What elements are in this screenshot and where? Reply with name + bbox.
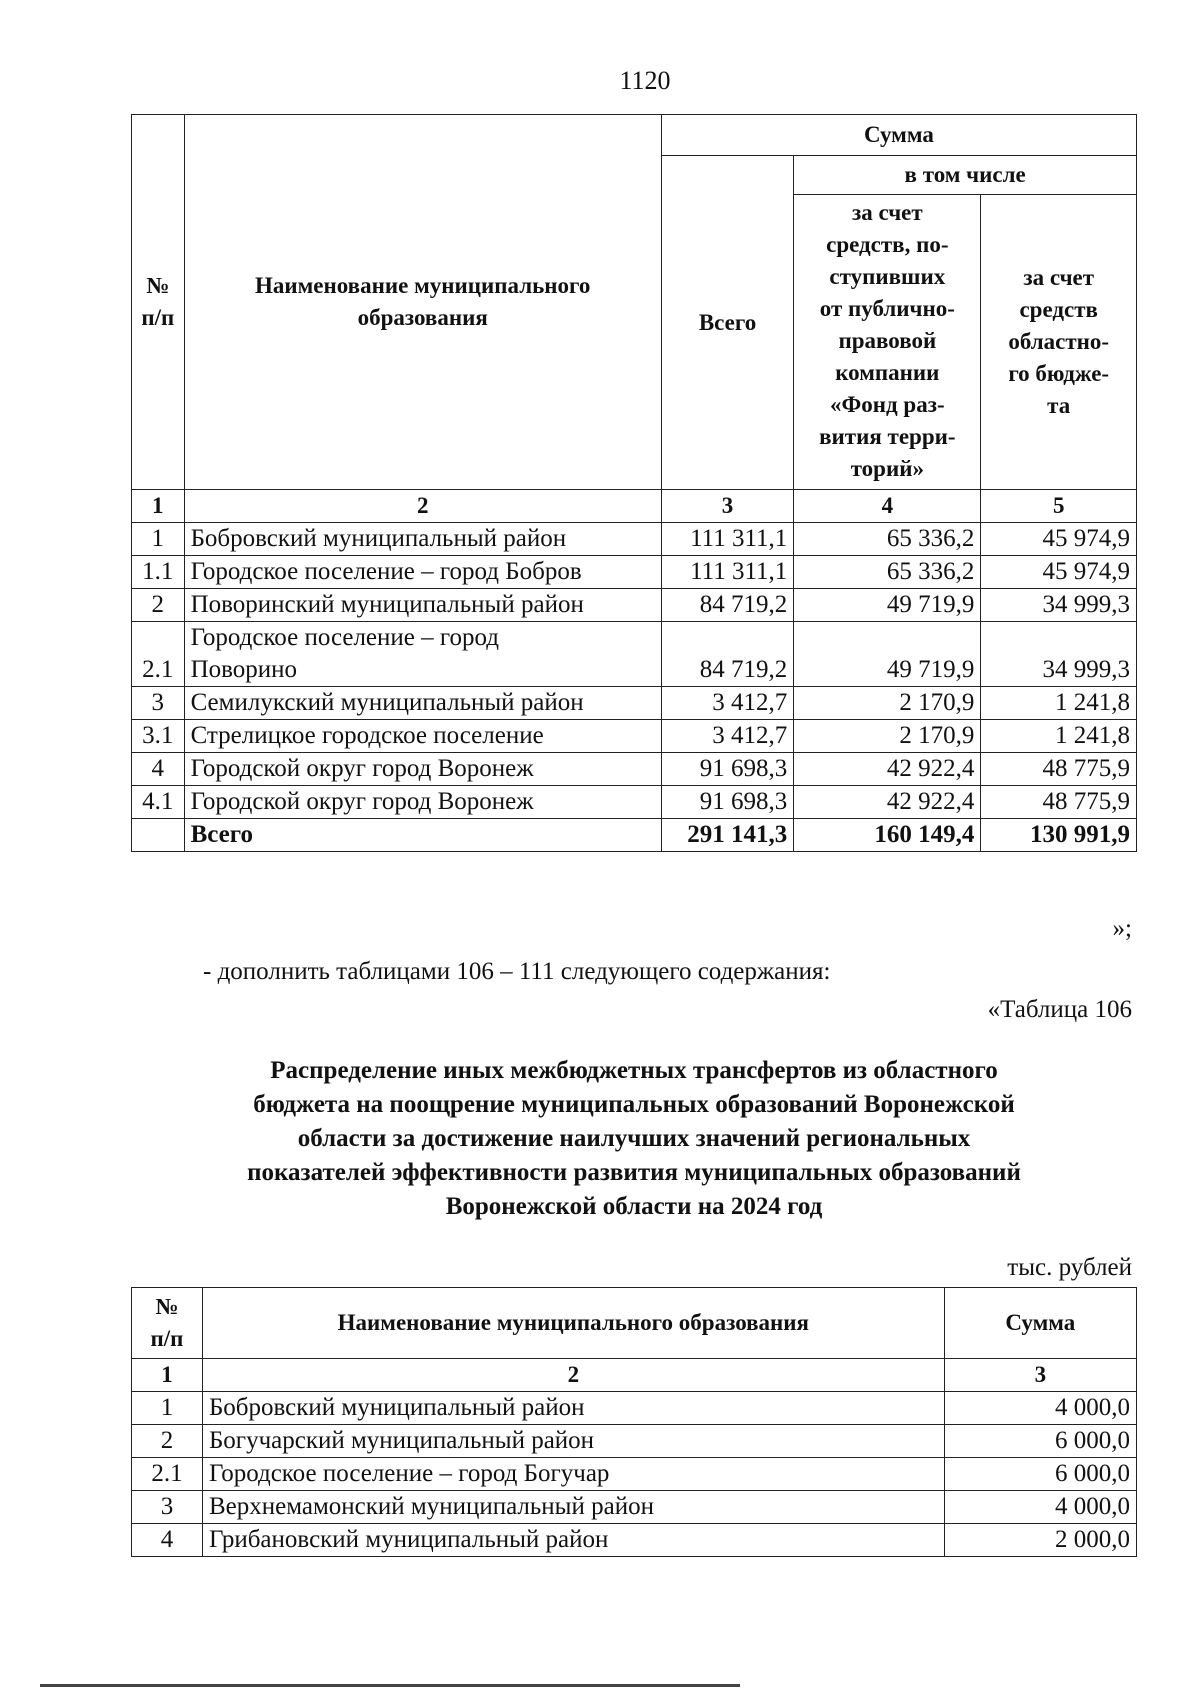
- total-row: [132, 819, 1137, 852]
- row-num: 1: [132, 523, 185, 556]
- row-regional: 45 974,9: [981, 556, 1137, 589]
- row-num: 4.1: [132, 786, 185, 819]
- row-fund: 65 336,2: [794, 523, 981, 556]
- row-total: 111 311,1: [661, 556, 793, 589]
- row-num: 2.1: [132, 1458, 203, 1491]
- row-name: Городское поселение – город Бобров: [184, 556, 661, 589]
- row-total: 91 698,3: [661, 753, 793, 786]
- table-row: [132, 1491, 1137, 1524]
- table-title: Распределение иных межбюджетных трансфертов из областного бюджета на поощрение муниципальных образований Воронежской области за достижение наилучших значений региональных показателей эффективности развития муниципальных образований Воронежской области на 2024 год: [247, 1057, 1021, 1220]
- table-row: [132, 1524, 1137, 1557]
- col-number: 5: [981, 490, 1137, 523]
- row-regional: 34 999,3: [981, 622, 1137, 687]
- row-num: 3.1: [132, 720, 185, 753]
- row-regional: 48 775,9: [981, 753, 1137, 786]
- total-total: 291 141,3: [661, 819, 793, 852]
- table-row: [132, 589, 1137, 622]
- table-row: [132, 786, 1137, 819]
- row-num: 2.1: [132, 622, 185, 687]
- header-sum: Сумма: [944, 1288, 1136, 1359]
- table-row: [132, 1425, 1137, 1458]
- row-fund: 49 719,9: [794, 622, 981, 687]
- col-number: 2: [202, 1359, 944, 1392]
- header-fund: за счет средств, по- ступивших от публично- правовой компании «Фонд раз- вития терри- торий»: [794, 195, 981, 490]
- row-name: Верхнемамонский муниципальный район: [202, 1491, 944, 1524]
- row-sum: 6 000,0: [944, 1458, 1136, 1491]
- col-number: 1: [132, 1359, 203, 1392]
- table-row: [132, 556, 1137, 589]
- row-num: 1: [132, 1392, 203, 1425]
- row-total: 84 719,2: [661, 589, 793, 622]
- unit-label: тыс. рублей: [1007, 1254, 1132, 1281]
- header-regional: за счет средств областно- го бюдже- та: [981, 195, 1137, 490]
- subsidy-table: [131, 114, 1137, 852]
- row-total: 3 412,7: [661, 720, 793, 753]
- row-name: Грибановский муниципальный район: [202, 1524, 944, 1557]
- table-row: [132, 1458, 1137, 1491]
- row-name: Бобровский муниципальный район: [184, 523, 661, 556]
- total-num-cell: [132, 819, 185, 852]
- row-num: 3: [132, 687, 185, 720]
- closing-quote: »;: [1112, 915, 1132, 942]
- table-reference: «Таблица 106: [987, 996, 1132, 1023]
- row-name: Городское поселение – город Богучар: [202, 1458, 944, 1491]
- col-number: 1: [132, 490, 185, 523]
- row-name: Городское поселение – город Поворино: [184, 622, 661, 687]
- col-number: 3: [944, 1359, 1136, 1392]
- row-regional: 45 974,9: [981, 523, 1137, 556]
- column-number-row: [132, 490, 1137, 523]
- row-name: Богучарский муниципальный район: [202, 1425, 944, 1458]
- row-regional: 34 999,3: [981, 589, 1137, 622]
- header-including: в том числе: [794, 156, 1137, 195]
- row-regional: 1 241,8: [981, 720, 1137, 753]
- table-row: [132, 523, 1137, 556]
- row-total: 91 698,3: [661, 786, 793, 819]
- row-sum: 4 000,0: [944, 1392, 1136, 1425]
- amendment-instruction: - дополнить таблицами 106 – 111 следующего содержания:: [203, 958, 831, 985]
- row-num: 4: [132, 1524, 203, 1557]
- table-row: [132, 687, 1137, 720]
- row-sum: 6 000,0: [944, 1425, 1136, 1458]
- row-fund: 2 170,9: [794, 687, 981, 720]
- header-name: Наименование муниципального образования: [184, 115, 661, 490]
- row-regional: 1 241,8: [981, 687, 1137, 720]
- row-regional: 48 775,9: [981, 786, 1137, 819]
- total-fund: 160 149,4: [794, 819, 981, 852]
- row-num: 4: [132, 753, 185, 786]
- column-number-row: [132, 1359, 1137, 1392]
- row-num: 1.1: [132, 556, 185, 589]
- col-number: 2: [184, 490, 661, 523]
- header-num: № п/п: [132, 115, 185, 490]
- row-total: 3 412,7: [661, 687, 793, 720]
- row-num: 2: [132, 1425, 203, 1458]
- row-name: Поворинский муниципальный район: [184, 589, 661, 622]
- header-total: Всего: [661, 156, 793, 490]
- page-number: 1120: [619, 66, 671, 95]
- col-number: 3: [661, 490, 793, 523]
- row-fund: 65 336,2: [794, 556, 981, 589]
- row-name: Семилукский муниципальный район: [184, 687, 661, 720]
- row-fund: 2 170,9: [794, 720, 981, 753]
- row-total: 84 719,2: [661, 622, 793, 687]
- table-row: [132, 753, 1137, 786]
- row-fund: 49 719,9: [794, 589, 981, 622]
- table-row: [132, 1392, 1137, 1425]
- col-number: 4: [794, 490, 981, 523]
- total-regional: 130 991,9: [981, 819, 1137, 852]
- row-num: 2: [132, 589, 185, 622]
- row-sum: 4 000,0: [944, 1491, 1136, 1524]
- row-name: Стрелицкое городское поселение: [184, 720, 661, 753]
- total-label: Всего: [184, 819, 661, 852]
- row-sum: 2 000,0: [944, 1524, 1136, 1557]
- row-num: 3: [132, 1491, 203, 1524]
- header-name: Наименование муниципального образования: [202, 1288, 944, 1359]
- header-sum: Сумма: [661, 115, 1136, 156]
- row-name: Городской округ город Воронеж: [184, 786, 661, 819]
- row-name: Городской округ город Воронеж: [184, 753, 661, 786]
- table-row: [132, 622, 1137, 687]
- row-fund: 42 922,4: [794, 753, 981, 786]
- row-fund: 42 922,4: [794, 786, 981, 819]
- transfer-table: [131, 1287, 1137, 1557]
- row-name: Бобровский муниципальный район: [202, 1392, 944, 1425]
- bottom-divider: [40, 1684, 740, 1687]
- table-row: [132, 720, 1137, 753]
- row-total: 111 311,1: [661, 523, 793, 556]
- header-num: № п/п: [132, 1288, 203, 1359]
